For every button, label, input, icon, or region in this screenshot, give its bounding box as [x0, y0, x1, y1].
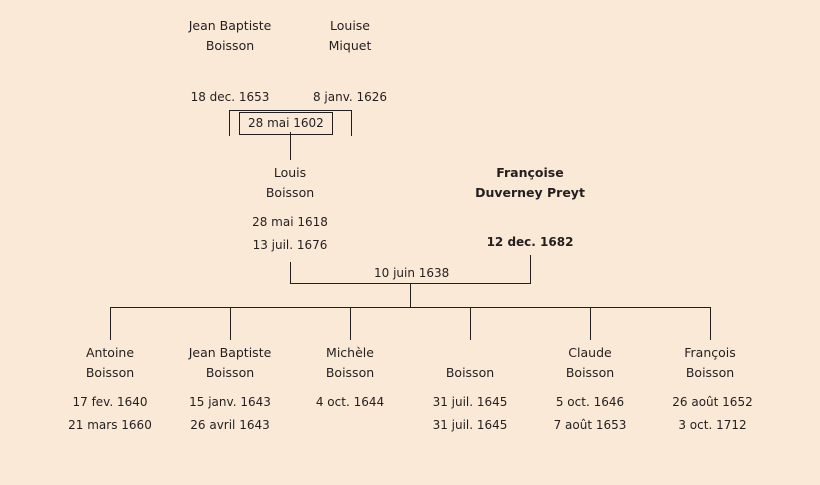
person-birth-date: 12 dec. 1682 — [486, 235, 574, 249]
person-death-date: 13 juil. 1676 — [252, 238, 328, 252]
connector-vertical — [590, 307, 591, 340]
person-dates-louis-boisson — [215, 211, 365, 257]
person-surname: Boisson — [205, 38, 255, 53]
person-dates-francoise-duverney-preyt — [430, 231, 630, 254]
person-surname: Boisson — [265, 185, 315, 200]
person-birth-date: 18 dec. 1653 — [190, 90, 270, 104]
connector-horizontal — [229, 110, 352, 111]
connector-vertical — [710, 307, 711, 340]
person-birth-date: 5 oct. 1646 — [555, 395, 625, 409]
marriage-date-gen1: 28 mai 1602 — [239, 112, 333, 135]
person-surname: Boisson — [565, 365, 615, 380]
person-death-date: 21 mars 1660 — [68, 418, 152, 432]
person-given-name: Françoise — [496, 165, 564, 180]
person-birth-date: 28 mai 1618 — [252, 215, 328, 229]
person-dates-jean-baptiste-boisson-sr — [150, 86, 310, 109]
person-node-antoine-boisson — [50, 343, 170, 383]
children-bar — [110, 307, 711, 308]
connector-vertical — [110, 307, 111, 340]
person-birth-date: 31 juil. 1645 — [432, 395, 508, 409]
connector-vertical — [351, 110, 352, 136]
connector-vertical — [530, 255, 531, 284]
person-given-name: Claude — [568, 345, 612, 360]
person-birth-date: 26 août 1652 — [672, 395, 753, 409]
connector-vertical — [290, 132, 291, 160]
person-given-name: Antoine — [85, 345, 135, 360]
person-given-name: Louise — [330, 18, 370, 33]
person-death-date: 3 oct. 1712 — [678, 418, 747, 432]
person-birth-date: 8 janv. 1626 — [312, 90, 388, 104]
person-given-name: Louis — [273, 165, 307, 180]
person-birth-date: 15 janv. 1643 — [189, 395, 271, 409]
person-birth-date: 4 oct. 1644 — [315, 395, 385, 409]
person-dates-francois-boisson — [650, 391, 775, 437]
person-dates-louise-miquet — [290, 86, 410, 109]
marriage-date-gen2: 10 juin 1638 — [368, 266, 455, 280]
person-dates-jean-baptiste-boisson-jr — [165, 391, 295, 437]
person-given-name: Jean Baptiste — [188, 18, 272, 33]
person-given-name: Jean Baptiste — [188, 345, 272, 360]
person-dates-michele-boisson — [295, 391, 405, 414]
person-node-jean-baptiste-boisson-jr — [165, 343, 295, 383]
connector-vertical — [470, 307, 471, 340]
person-node-francois-boisson — [650, 343, 770, 383]
person-birth-date: 17 fev. 1640 — [72, 395, 148, 409]
connector-vertical — [290, 262, 291, 284]
connector-vertical — [229, 110, 230, 136]
person-dates-unnamed-boisson — [410, 391, 530, 437]
person-surname: Boisson — [325, 365, 375, 380]
person-node-francoise-duverney-preyt — [430, 163, 630, 203]
person-surname: Boisson — [445, 365, 495, 380]
person-death-date: 31 juil. 1645 — [432, 418, 508, 432]
person-node-unnamed-boisson — [415, 363, 525, 383]
person-death-date: 7 août 1653 — [553, 418, 627, 432]
person-dates-antoine-boisson — [50, 391, 170, 437]
person-node-claude-boisson — [535, 343, 645, 383]
person-node-jean-baptiste-boisson-sr — [150, 16, 310, 56]
person-surname: Boisson — [205, 365, 255, 380]
person-given-name: Michèle — [326, 345, 374, 360]
person-node-michele-boisson — [295, 343, 405, 383]
person-death-date: 26 avril 1643 — [190, 418, 270, 432]
person-surname: Duverney Preyt — [475, 185, 585, 200]
connector-vertical — [350, 307, 351, 340]
person-node-louise-miquet — [290, 16, 410, 56]
person-dates-claude-boisson — [530, 391, 650, 437]
person-surname: Boisson — [685, 365, 735, 380]
person-surname: Boisson — [85, 365, 135, 380]
connector-vertical — [410, 283, 411, 307]
person-surname: Miquet — [328, 38, 372, 53]
person-node-louis-boisson — [215, 163, 365, 203]
connector-vertical — [230, 307, 231, 340]
person-given-name: François — [684, 345, 736, 360]
